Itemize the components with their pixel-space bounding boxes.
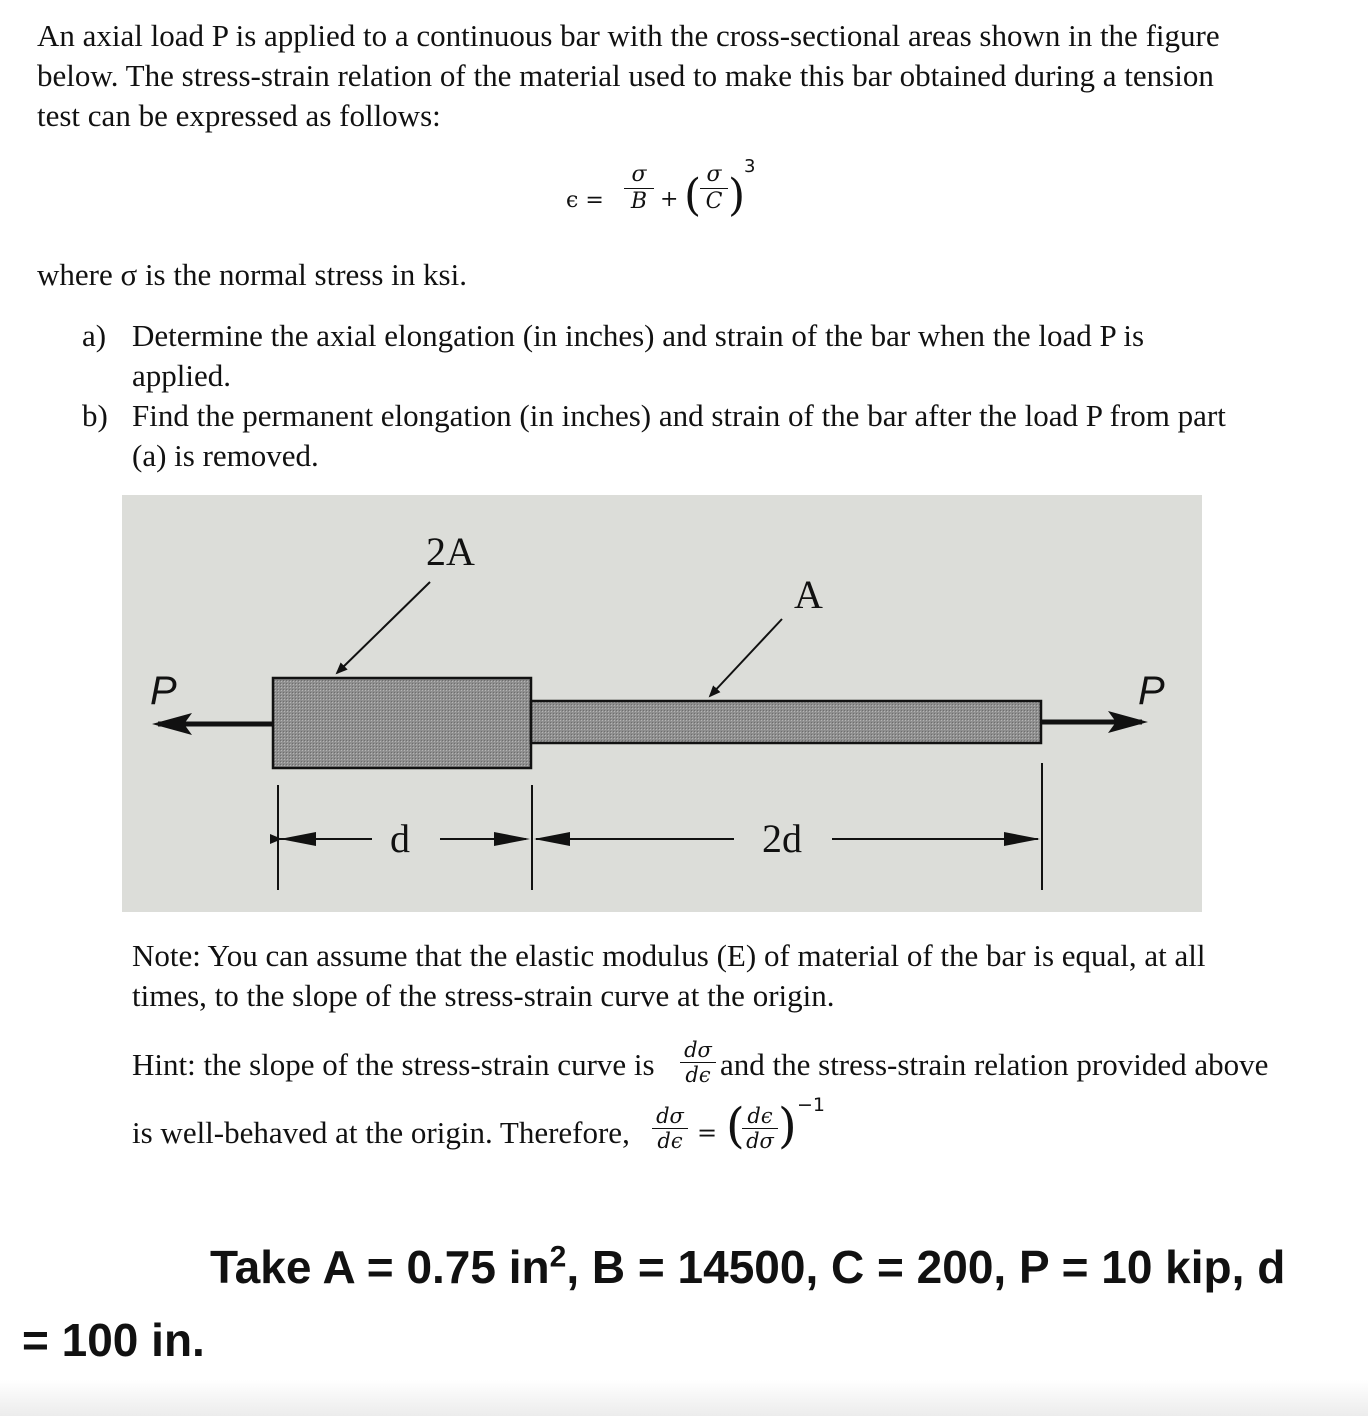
hint-paren-left: ( (726, 1098, 745, 1154)
area-label-a: A (794, 572, 823, 617)
area-leader-2a (337, 582, 430, 673)
hint-frac-1-den: dϵ (685, 1063, 711, 1087)
given-values-rest: , B = 14500, C = 200, P = 10 kip, d (566, 1241, 1286, 1293)
stress-strain-equation (560, 150, 790, 240)
bottom-shadow (0, 1380, 1368, 1416)
where-line: where σ is the normal stress in ksi. (37, 257, 467, 292)
hint-equals: = (697, 1119, 718, 1147)
hint-frac-2-num: dσ (656, 1104, 684, 1128)
dimension-d-arrow-right (494, 832, 530, 846)
hint-frac-1 (680, 1038, 716, 1087)
hint-frac-3-den: dσ (746, 1129, 774, 1153)
eq-plus: + (660, 187, 679, 212)
question-a-line-2: applied. (132, 358, 231, 393)
question-b-label: b) (82, 398, 108, 433)
hint-frac-1-num: dσ (684, 1038, 712, 1062)
eq-lhs: ϵ = (566, 188, 604, 213)
question-a-label: a) (82, 318, 107, 353)
intro-line-3: test can be expressed as follows: (37, 98, 441, 133)
intro-line-1: An axial load P is applied to a continuous bar with the cross-sectional areas shown in the figure (37, 18, 1220, 53)
load-label-right: P (1138, 669, 1165, 713)
question-a-line-1: Determine the axial elongation (in inches) and strain of the bar when the load P is (132, 318, 1145, 353)
dimension-2d-arrow-left (534, 832, 570, 846)
note-line-2: times, to the slope of the stress-strain curve at the origin. (132, 978, 835, 1013)
given-values-a: Take A = 0.75 in (210, 1241, 550, 1293)
eq-sigma-num-2: σ (706, 162, 722, 187)
load-label-left: P (150, 669, 177, 713)
eq-frac-sigma-c (700, 162, 728, 214)
eq-b-den: B (630, 189, 648, 214)
hint-part-3: is well-behaved at the origin. Therefore, (132, 1115, 630, 1150)
dimension-d-arrow-left (280, 832, 316, 846)
given-values-sup: 2 (549, 1240, 567, 1274)
eq-sigma-num: σ (631, 162, 647, 187)
dimension-2d-arrow-right (1004, 832, 1040, 846)
eq-paren-left: ( (684, 170, 702, 221)
hint-exponent: −1 (797, 1094, 826, 1116)
eq-c-den: C (705, 189, 723, 214)
hint-frac-2 (652, 1104, 688, 1153)
area-leader-a (710, 619, 782, 696)
hint-frac-3-num: dϵ (747, 1104, 773, 1128)
bar-figure (122, 495, 1202, 912)
area-label-2a: 2A (426, 529, 475, 574)
length-label-d: d (390, 816, 410, 861)
hint-frac-3 (742, 1104, 778, 1153)
note-line-1: Note: You can assume that the elastic modulus (E) of material of the bar is equal, at all (132, 938, 1206, 973)
given-values-line-2: = 100 in. (22, 1314, 205, 1366)
given-values-line-1 (210, 1240, 1285, 1294)
intro-line-2: below. The stress-strain relation of the material used to make this bar obtained during a tension (37, 58, 1214, 93)
hint-paren-right: ) (778, 1098, 797, 1154)
bar-figure-drawing (122, 495, 1202, 912)
question-b-line-1: Find the permanent elongation (in inches) and strain of the bar after the load P from part (132, 398, 1226, 433)
length-label-2d: 2d (762, 816, 802, 861)
hint-part-1: Hint: the slope of the stress-strain curve is (132, 1047, 655, 1082)
eq-frac-sigma-b (624, 162, 654, 214)
hint-part-2: and the stress-strain relation provided above (720, 1047, 1269, 1082)
bar-thin-section (531, 701, 1041, 743)
bar-thick-section (273, 678, 531, 768)
eq-exponent: 3 (744, 156, 756, 177)
question-b-line-2: (a) is removed. (132, 438, 319, 473)
hint-frac-2-den: dϵ (657, 1129, 683, 1153)
eq-paren-right: ) (728, 170, 746, 221)
